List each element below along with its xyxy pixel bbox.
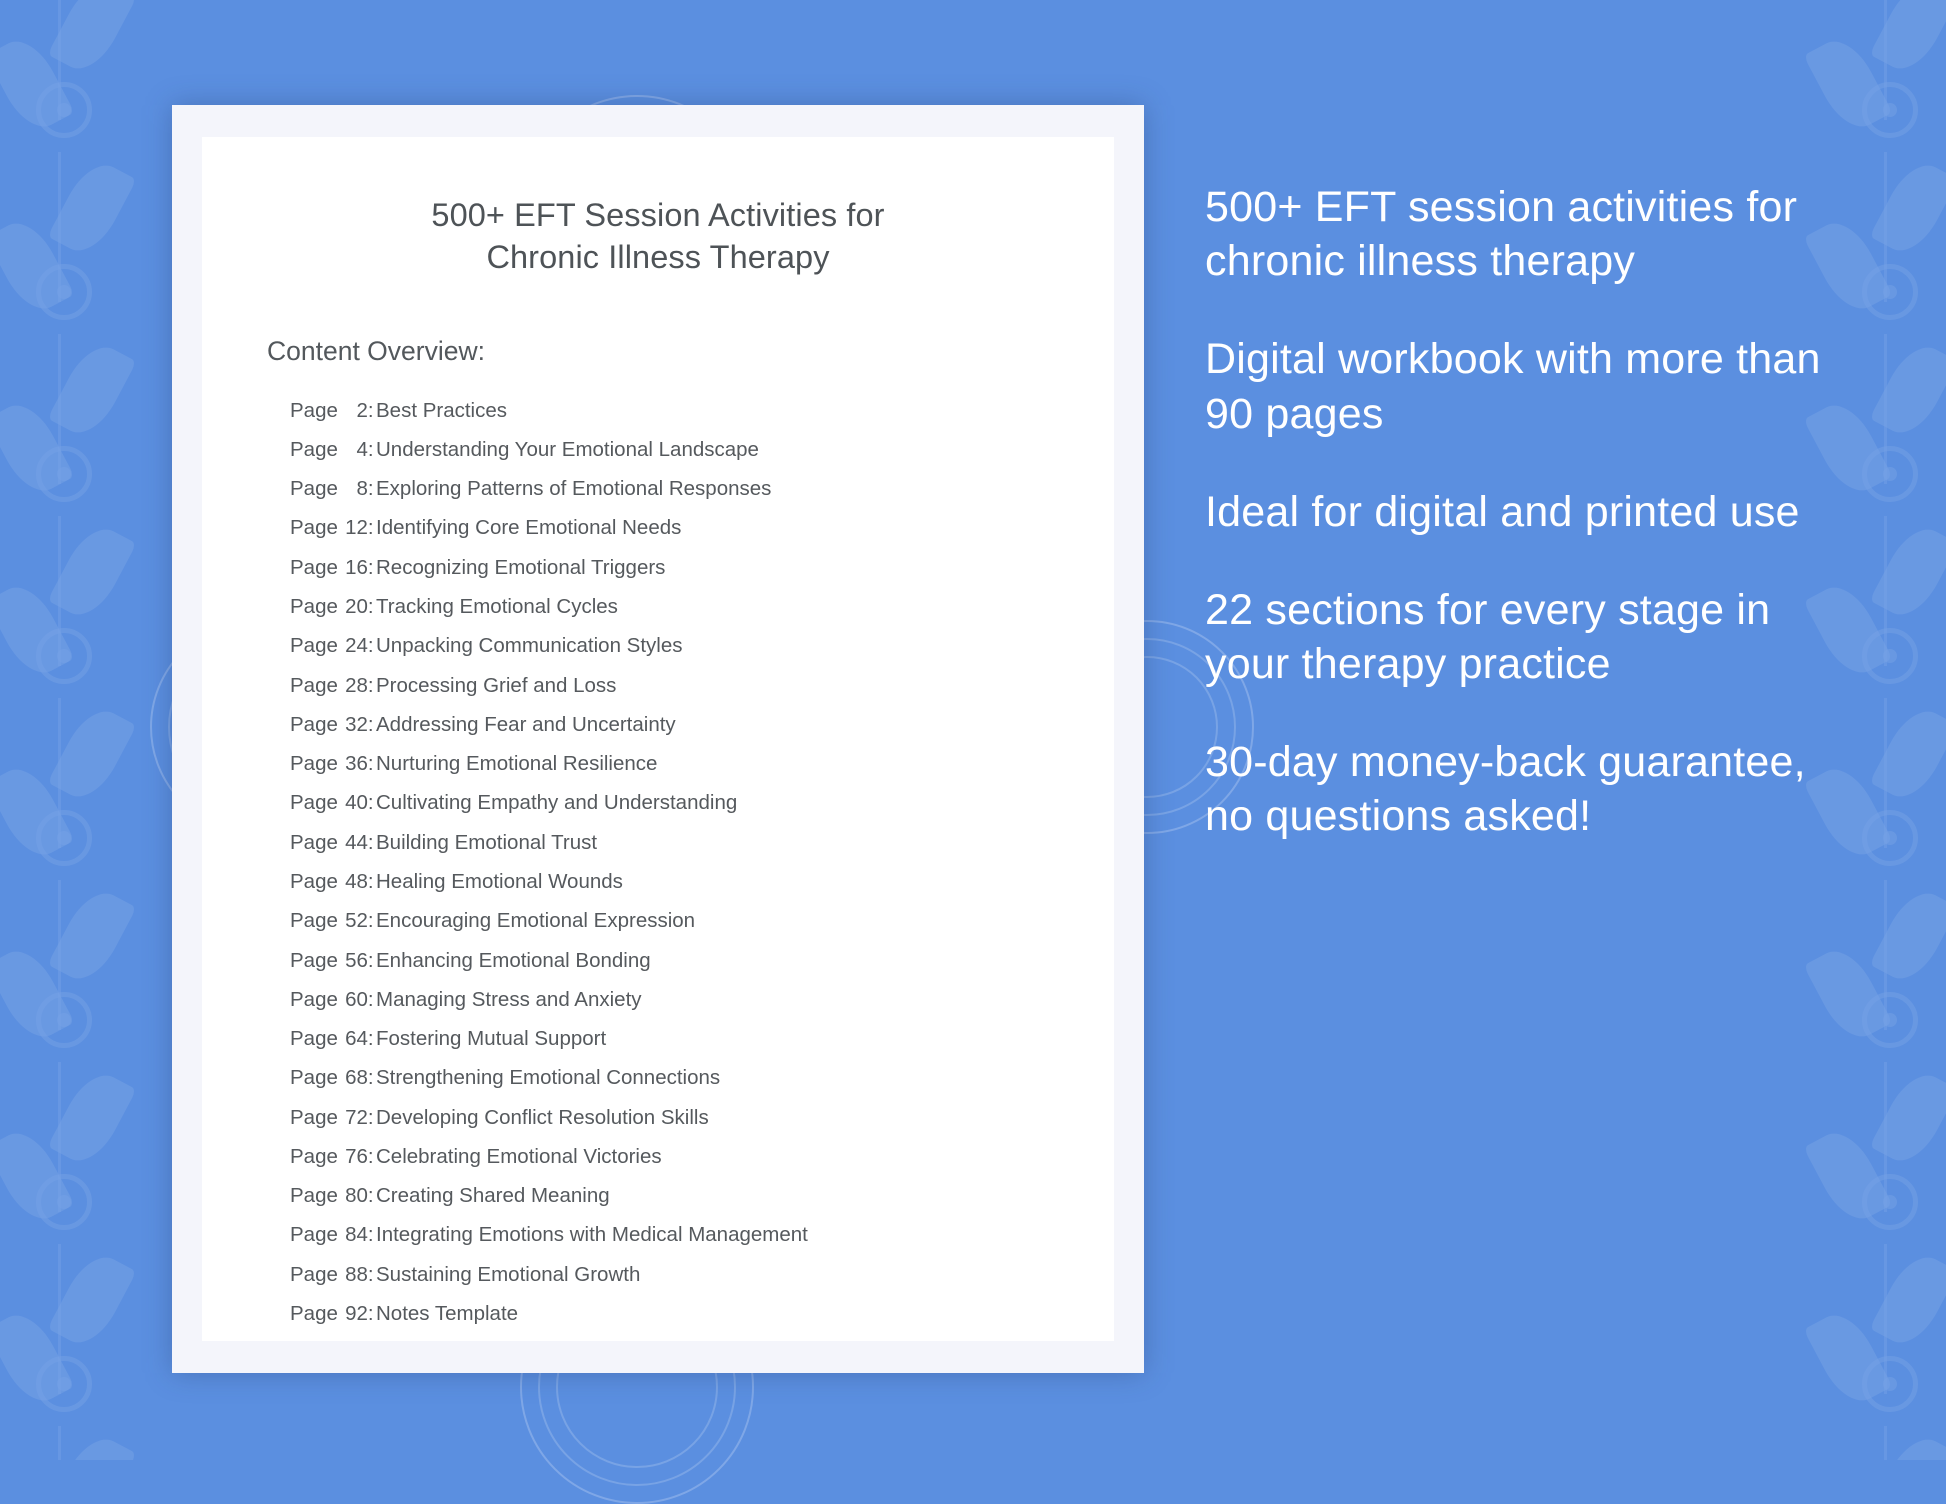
toc-page-label: Page 64: <box>290 1027 374 1051</box>
toc-page-label: Page 36: <box>290 752 374 776</box>
toc-entry-title: Best Practices <box>376 398 508 422</box>
toc-page-number: 84 <box>345 1223 368 1247</box>
toc-page-label: Page 12: <box>290 516 374 540</box>
floral-leaf <box>47 519 136 625</box>
toc-page-number: 64 <box>345 1027 368 1051</box>
toc-page-label: Page 76: <box>290 1144 374 1168</box>
toc-page-label: Page 2: <box>290 398 374 422</box>
floral-stem <box>1884 880 1887 1030</box>
toc-page-word: Page <box>290 673 338 697</box>
floral-stem <box>1884 516 1887 666</box>
toc-page-label: Page 88: <box>290 1262 374 1286</box>
toc-page-word: Page <box>290 1066 338 1090</box>
floral-bloom <box>1862 446 1918 502</box>
toc-entry[interactable] <box>290 941 1054 980</box>
floral-leaf <box>47 0 136 79</box>
toc-page-number: 48 <box>345 869 368 893</box>
toc-entry-title: Nurturing Emotional Resilience <box>376 752 658 776</box>
floral-bloom <box>36 992 92 1048</box>
floral-stem <box>58 516 61 666</box>
floral-leaf <box>0 213 75 319</box>
toc-entry-title: Strengthening Emotional Connections <box>376 1066 721 1090</box>
floral-leaf <box>1869 883 1946 989</box>
floral-stem <box>1884 152 1887 302</box>
toc-page-word: Page <box>290 948 338 972</box>
toc-page-word: Page <box>290 791 338 815</box>
toc-entry[interactable] <box>290 666 1054 705</box>
toc-page-number: 36 <box>345 752 368 776</box>
toc-page-number: 4 <box>356 437 368 461</box>
toc-entry-title: Enhancing Emotional Bonding <box>376 948 651 972</box>
toc-entry[interactable] <box>290 430 1054 469</box>
floral-leaf <box>0 395 75 501</box>
toc-page-word: Page <box>290 987 338 1011</box>
floral-bloom <box>1862 1356 1918 1412</box>
toc-page-word: Page <box>290 1027 338 1051</box>
toc-entry[interactable] <box>290 863 1054 902</box>
toc-page-number: 8 <box>356 477 368 501</box>
toc-page-word: Page <box>290 555 338 579</box>
toc-entry-title: Encouraging Emotional Expression <box>376 909 696 933</box>
floral-stem <box>58 152 61 302</box>
marketing-bullet: 22 sections for every stage in your therapy practice <box>1205 585 1771 689</box>
floral-stem <box>58 1426 61 1460</box>
marketing-bullet: Ideal for digital and printed use <box>1205 487 1800 536</box>
floral-leaf <box>1869 0 1946 79</box>
floral-leaf <box>1869 1247 1946 1353</box>
floral-leaf <box>47 155 136 261</box>
floral-stem <box>1884 334 1887 484</box>
toc-page-label: Page 44: <box>290 830 374 854</box>
toc-page-word: Page <box>290 1223 338 1247</box>
floral-bloom <box>36 628 92 684</box>
toc-page-label: Page 4: <box>290 437 374 461</box>
toc-page-word: Page <box>290 1302 338 1326</box>
toc-page-word: Page <box>290 516 338 540</box>
floral-bloom <box>36 446 92 502</box>
toc-page-number: 44 <box>345 830 368 854</box>
toc-page-number: 88 <box>345 1262 368 1286</box>
floral-leaf <box>1869 1429 1946 1460</box>
toc-entry[interactable] <box>290 705 1054 744</box>
floral-leaf <box>1869 519 1946 625</box>
floral-bloom <box>36 264 92 320</box>
toc-entry[interactable] <box>290 902 1054 941</box>
floral-bloom <box>36 82 92 138</box>
toc-page-number: 24 <box>345 634 368 658</box>
floral-leaf <box>0 1305 75 1411</box>
floral-leaf <box>1869 337 1946 443</box>
toc-entry-title: Notes Template <box>376 1302 519 1326</box>
toc-page-label: Page 84: <box>290 1223 374 1247</box>
toc-page-word: Page <box>290 1105 338 1129</box>
toc-entry-title: Cultivating Empathy and Understanding <box>376 791 738 815</box>
toc-page-label: Page 16: <box>290 555 374 579</box>
toc-entry[interactable] <box>290 391 1054 430</box>
toc-page-number: 20 <box>345 594 368 618</box>
toc-page-label: Page 8: <box>290 477 374 501</box>
toc-page-word: Page <box>290 398 338 422</box>
toc-page-number: 28 <box>345 673 368 697</box>
floral-leaf <box>0 1123 75 1229</box>
floral-leaf <box>47 1247 136 1353</box>
toc-page-number: 12 <box>345 516 368 540</box>
floral-bloom <box>1862 810 1918 866</box>
toc-entry[interactable] <box>290 784 1054 823</box>
toc-page-label: Page 92: <box>290 1302 374 1326</box>
toc-page-label: Page 32: <box>290 712 374 736</box>
floral-stem <box>58 698 61 848</box>
marketing-bullet: 500+ EFT session activities for chronic illness therapy <box>1205 183 1798 286</box>
toc-page-number: 72 <box>345 1105 368 1129</box>
toc-entry-title: Celebrating Emotional Victories <box>376 1144 662 1168</box>
toc-entry[interactable] <box>290 588 1054 627</box>
toc-entry[interactable] <box>290 1098 1054 1137</box>
toc-entry[interactable] <box>290 980 1054 1019</box>
floral-leaf <box>0 759 75 865</box>
floral-leaf <box>1869 701 1946 807</box>
toc-entry[interactable] <box>290 1216 1054 1255</box>
toc-entry-title: Exploring Patterns of Emotional Responses <box>376 477 772 501</box>
toc-page-word: Page <box>290 1184 338 1208</box>
toc-page-word: Page <box>290 869 338 893</box>
floral-stem <box>58 1244 61 1394</box>
floral-leaf <box>47 1429 136 1460</box>
document-preview[interactable] <box>172 105 1144 1373</box>
floral-stem <box>1884 1244 1887 1394</box>
toc-page-label: Page 24: <box>290 634 374 658</box>
toc-page-number: 16 <box>345 555 368 579</box>
toc-entry-title: Tracking Emotional Cycles <box>376 594 618 618</box>
floral-stem <box>58 334 61 484</box>
toc-page-word: Page <box>290 909 338 933</box>
toc-entry-title: Creating Shared Meaning <box>376 1184 610 1208</box>
toc-entry[interactable] <box>290 1020 1054 1059</box>
toc-page-word: Page <box>290 1144 338 1168</box>
toc-entry-title: Integrating Emotions with Medical Management <box>376 1223 808 1247</box>
floral-stem <box>1884 1426 1887 1460</box>
floral-bloom <box>1862 82 1918 138</box>
toc-entry[interactable] <box>290 823 1054 862</box>
toc-entry-title: Sustaining Emotional Growth <box>376 1262 641 1286</box>
toc-entry-title: Understanding Your Emotional Landscape <box>376 437 759 461</box>
toc-entry-title: Identifying Core Emotional Needs <box>376 516 682 540</box>
toc-entry[interactable] <box>290 1059 1054 1098</box>
toc-page-label: Page 80: <box>290 1184 374 1208</box>
floral-leaf <box>47 1065 136 1171</box>
floral-leaf <box>47 701 136 807</box>
floral-bloom <box>1862 992 1918 1048</box>
toc-entry[interactable] <box>290 745 1054 784</box>
toc-page-number: 80 <box>345 1184 368 1208</box>
page-title <box>262 195 1054 278</box>
toc-page-number: 92 <box>345 1302 368 1326</box>
toc-page-number: 40 <box>345 791 368 815</box>
toc-page-number: 52 <box>345 909 368 933</box>
marketing-bullets <box>1205 180 1845 844</box>
floral-leaf <box>47 883 136 989</box>
floral-leaf <box>0 31 75 137</box>
floral-stem <box>1884 1062 1887 1212</box>
floral-leaf <box>47 337 136 443</box>
toc-entry[interactable] <box>290 548 1054 587</box>
floral-stem <box>58 1062 61 1212</box>
floral-bloom <box>36 1174 92 1230</box>
toc-entry-title: Addressing Fear and Uncertainty <box>376 712 676 736</box>
content-overview-heading: Content Overview: <box>267 336 485 367</box>
toc-page-number: 68 <box>345 1066 368 1090</box>
marketing-bullet: 30-day money-back guarantee, no questions asked! <box>1205 738 1806 841</box>
page-title-line1: 500+ EFT Session Activities for <box>431 197 885 233</box>
toc-page-label: Page 60: <box>290 987 374 1011</box>
toc-page-word: Page <box>290 752 338 776</box>
toc-entry-title: Healing Emotional Wounds <box>376 869 623 893</box>
toc-entry[interactable] <box>290 1295 1054 1334</box>
floral-border-left <box>0 0 150 1460</box>
toc-page-label: Page 40: <box>290 791 374 815</box>
toc-entry-title: Building Emotional Trust <box>376 830 598 854</box>
floral-stem <box>58 0 61 120</box>
floral-stem <box>1884 0 1887 120</box>
floral-bloom <box>1862 264 1918 320</box>
toc-page-label: Page 72: <box>290 1105 374 1129</box>
floral-leaf <box>1803 1123 1892 1229</box>
toc-entry[interactable] <box>290 1138 1054 1177</box>
table-of-contents <box>290 391 1054 1334</box>
toc-page-label: Page 68: <box>290 1066 374 1090</box>
marketing-bullet: Digital workbook with more than 90 pages <box>1205 335 1821 438</box>
toc-entry[interactable] <box>290 1177 1054 1216</box>
toc-entry[interactable] <box>290 627 1054 666</box>
toc-entry-title: Managing Stress and Anxiety <box>376 987 642 1011</box>
document-page <box>202 137 1114 1341</box>
floral-bloom <box>36 1356 92 1412</box>
toc-page-word: Page <box>290 594 338 618</box>
toc-page-word: Page <box>290 1262 338 1286</box>
toc-page-word: Page <box>290 477 338 501</box>
floral-leaf <box>1803 1305 1892 1411</box>
toc-entry[interactable] <box>290 470 1054 509</box>
toc-page-label: Page 28: <box>290 673 374 697</box>
page-title-line2: Chronic Illness Therapy <box>486 238 830 275</box>
toc-page-label: Page 20: <box>290 594 374 618</box>
floral-bloom <box>1862 1174 1918 1230</box>
toc-page-word: Page <box>290 634 338 658</box>
toc-page-number: 60 <box>345 987 368 1011</box>
toc-entry-title: Fostering Mutual Support <box>376 1027 607 1051</box>
floral-leaf <box>0 941 75 1047</box>
toc-page-word: Page <box>290 437 338 461</box>
floral-leaf <box>1803 941 1892 1047</box>
toc-entry[interactable] <box>290 1255 1054 1294</box>
floral-stem <box>1884 698 1887 848</box>
toc-entry[interactable] <box>290 509 1054 548</box>
toc-entry-title: Developing Conflict Resolution Skills <box>376 1105 709 1129</box>
toc-page-number: 56 <box>345 948 368 972</box>
floral-leaf <box>1869 155 1946 261</box>
toc-entry-title: Recognizing Emotional Triggers <box>376 555 666 579</box>
toc-page-number: 76 <box>345 1144 368 1168</box>
toc-entry-title: Processing Grief and Loss <box>376 673 617 697</box>
toc-page-word: Page <box>290 830 338 854</box>
toc-page-label: Page 52: <box>290 909 374 933</box>
floral-bloom <box>36 810 92 866</box>
floral-leaf <box>1869 1065 1946 1171</box>
floral-leaf <box>1803 31 1892 137</box>
toc-page-label: Page 56: <box>290 948 374 972</box>
floral-bloom <box>1862 628 1918 684</box>
floral-leaf <box>0 577 75 683</box>
toc-page-number: 2 <box>356 398 368 422</box>
toc-page-word: Page <box>290 712 338 736</box>
floral-stem <box>58 880 61 1030</box>
toc-page-number: 32 <box>345 712 368 736</box>
toc-page-label: Page 48: <box>290 869 374 893</box>
toc-entry-title: Unpacking Communication Styles <box>376 634 683 658</box>
